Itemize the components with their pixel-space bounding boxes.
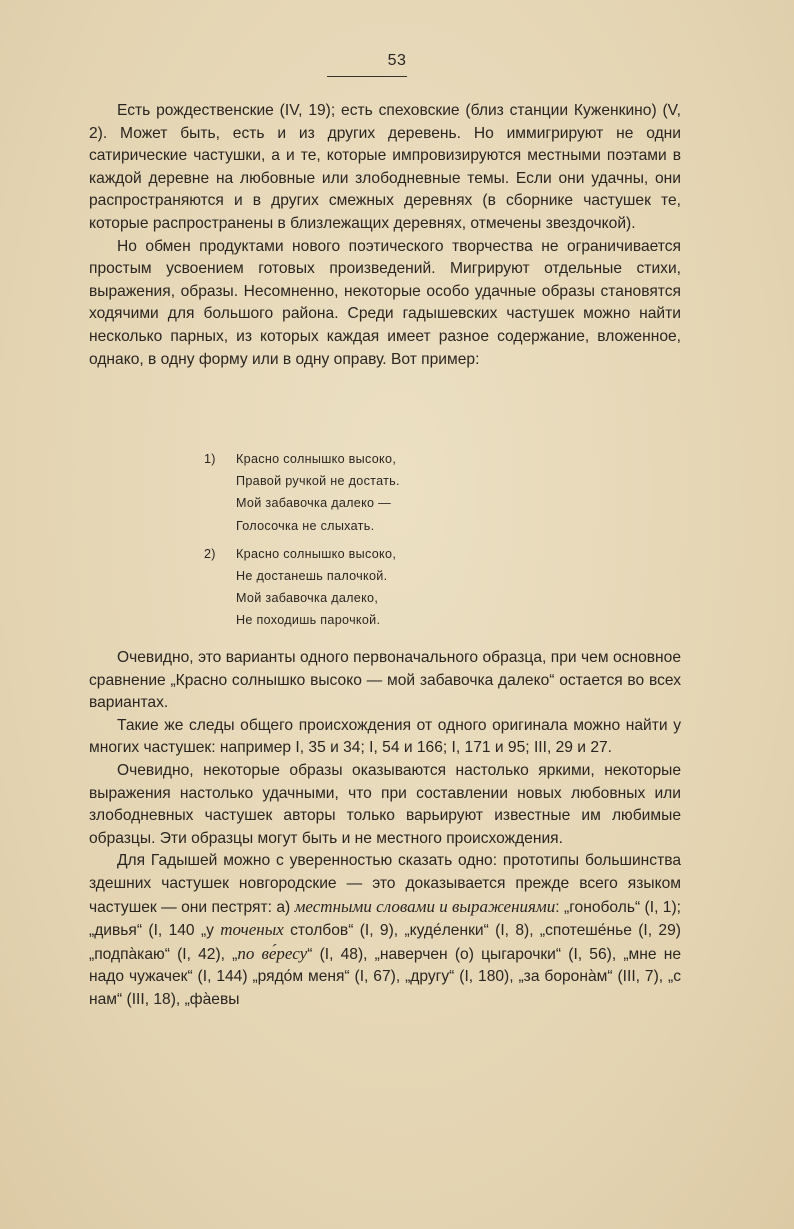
body-text-top — [89, 100, 681, 371]
paragraph: Но обмен продуктами нового поэтического творчества не ограничивается простым усвоением готовых произведений. Мигрируют отдельные стихи, выражения, образы. Несомненно, некоторые особо удачные образы становятся ходячими для большого района. Среди гадышевских частушек можно найти несколько парных, из которых каждая имеет разное содержание, вложенное, однако, в одну форму или в одну оправу. Вот пример: — [89, 237, 681, 368]
verse-lines — [236, 448, 400, 537]
italic-run: по ве́ресу — [237, 943, 308, 963]
paragraph: Очевидно, некоторые образы оказываются настолько яркими, некоторые выражения настолько удачными, что при составлении новых любовных или злободневных частушек авторы только варьируют известные им любимые образцы. Эти образцы могут быть и не местного происхождения. — [89, 761, 681, 847]
page-number-rule — [327, 76, 407, 77]
verse-group — [204, 448, 504, 537]
verse-group — [204, 543, 504, 632]
verse-number: 2) — [204, 546, 216, 561]
body-text-bottom — [89, 647, 681, 1012]
verse-line: Голосочка не слыхать. — [236, 518, 375, 533]
verse-lines — [236, 543, 396, 632]
text-run: столбов“ (I, 9), „куде́ленки“ (I, 8), „спотеше́нье (I, 29) „подпа̀каю“ (I, 42), „ — [89, 922, 681, 963]
paragraph-last — [89, 850, 681, 1011]
verse-line: Правой ручкой не достать. — [236, 474, 400, 489]
paragraph: Очевидно, это варианты одного первоначального образца, при чем основное сравнение „Красно солнышко высоко — мой забавочка далеко“ остается во всех вариантах. — [89, 649, 681, 712]
text-run: Для Гадышей можно с уверенностью сказать одно: прототипы большинства здешних частушек новгородские — это доказывается прежде всего языком частушек — они пестрят: а) — [89, 852, 681, 916]
italic-run: точеных — [220, 920, 284, 940]
verse-number: 1) — [204, 452, 216, 466]
verse-line: Не достанешь палочкой. — [236, 569, 388, 584]
text-run: : „гоноболь“ (I, 1); „дивья“ (I, 140 „у — [89, 898, 682, 940]
verse-line: Красно солнышко высоко, — [236, 452, 397, 466]
verse-examples — [204, 448, 504, 638]
verse-line: Мой забавочка далеко — — [236, 496, 392, 511]
page-number: 53 — [387, 52, 407, 69]
italic-run: местными словами и выражениями — [294, 896, 556, 916]
verse-line: Мой забавочка далеко, — [236, 591, 379, 606]
paragraph: Такие же следы общего происхождения от одного оригинала можно найти у многих частушек: например I, 35 и 34; I, 54 и 166; I, 171 и 95; III, 29 и 27. — [89, 716, 681, 757]
paragraph: Есть рождественские (IV, 19); есть спеховские (близ станции Куженкино) (V, 2). Может быть, есть и из других деревень. Но иммигрируют не одни сатирические частушки, а и те, которые импровизируются местными поэтами в каждой деревне на любовные или злободневные темы. Если они удачны, они распространяются и в других смежных деревнях (в сборнике частушек те, которые распространены в близлежащих деревнях, отмечены звездочкой). — [89, 102, 681, 232]
verse-line: Красно солнышко высоко, — [236, 546, 397, 561]
verse-line: Не походишь парочкой. — [236, 613, 381, 628]
text-run: “ (I, 48), „наверчен (о) цыгарочки“ (I, 56), „мне не надо чужачек“ (I, 144) „рядо́м меня“ (I, 67), „другу“ (I, 180), „за борона̀м“ (III, 7), „с нам“ (III, 18), „фа̀евы — [89, 945, 682, 1008]
